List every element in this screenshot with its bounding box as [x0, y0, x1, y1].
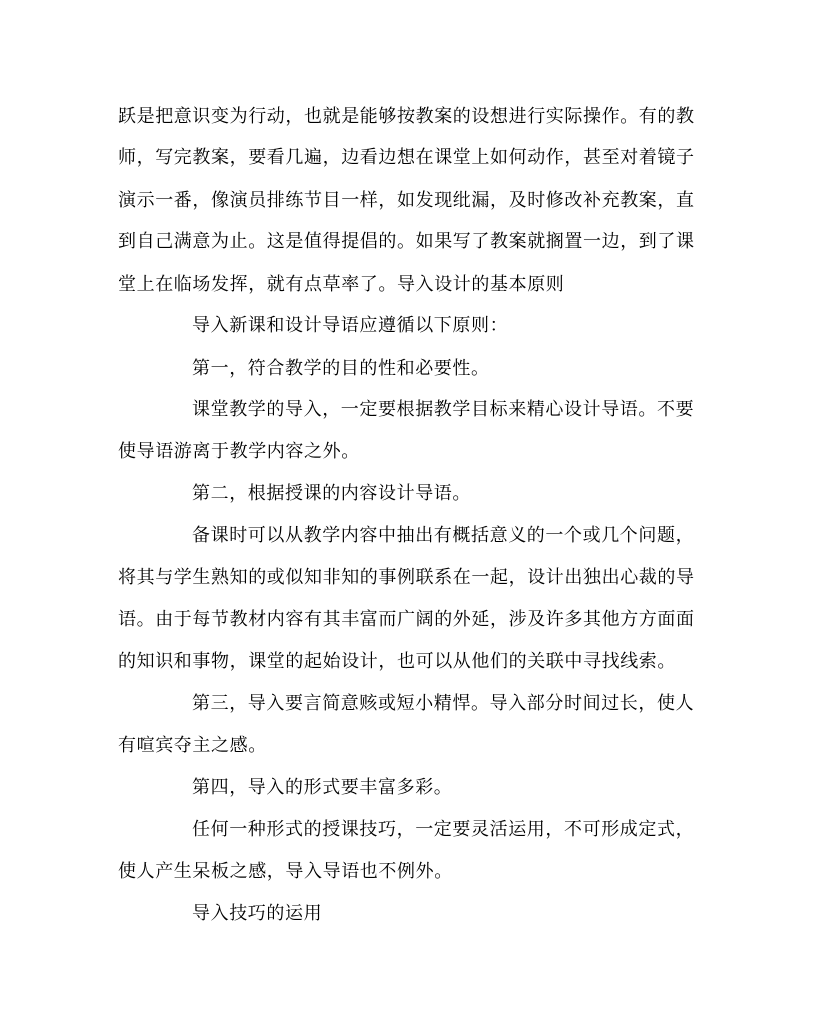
- text-line: 使导语游离于教学内容之外。: [118, 441, 360, 462]
- text-line: 备课时可以从教学内容中抽出有概括意义的一个或几个问题，: [192, 525, 695, 546]
- principle-heading: 第四，导入的形式要丰富多彩。: [192, 777, 453, 798]
- text-line: 到自己满意为止。这是值得提倡的。如果写了教案就搁置一边，到了课: [118, 231, 695, 252]
- section-heading: 导入技巧的运用: [192, 903, 323, 924]
- text-line: 堂上在临场发挥，就有点草率了。导入设计的基本原则: [118, 274, 565, 295]
- text-line: 将其与学生熟知的或似知非知的事例联系在一起，设计出独出心裁的导: [118, 567, 695, 588]
- text-line: 师，写完教案，要看几遍，边看边想在课堂上如何动作，甚至对着镜子: [118, 147, 695, 168]
- text-line: 语。由于每节教材内容有其丰富而广阔的外延，涉及许多其他方方面面: [118, 609, 695, 630]
- text-line: 有喧宾夺主之感。: [118, 735, 267, 756]
- text-line: 的知识和事物，课堂的起始设计，也可以从他们的关联中寻找线索。: [118, 651, 676, 672]
- text-line: 课堂教学的导入，一定要根据教学目标来精心设计导语。不要: [192, 399, 695, 420]
- text-line: 任何一种形式的授课技巧，一定要灵活运用，不可形成定式，: [192, 819, 695, 840]
- principle-heading: 第二，根据授课的内容设计导语。: [192, 483, 471, 504]
- principle-heading: 第三，导入要言简意赅或短小精悍。导入部分时间过长，使人: [192, 693, 695, 714]
- text-line: 跃是把意识变为行动，也就是能够按教案的设想进行实际操作。有的教: [118, 106, 695, 127]
- paragraph-intro: 导入新课和设计导语应遵循以下原则：: [192, 315, 509, 336]
- principle-heading: 第一，符合教学的目的性和必要性。: [192, 358, 490, 379]
- text-line: 使人产生呆板之感，导入导语也不例外。: [118, 861, 453, 882]
- text-line: 演示一番，像演员排练节目一样，如发现纰漏，及时修改补充教案，直: [118, 190, 695, 211]
